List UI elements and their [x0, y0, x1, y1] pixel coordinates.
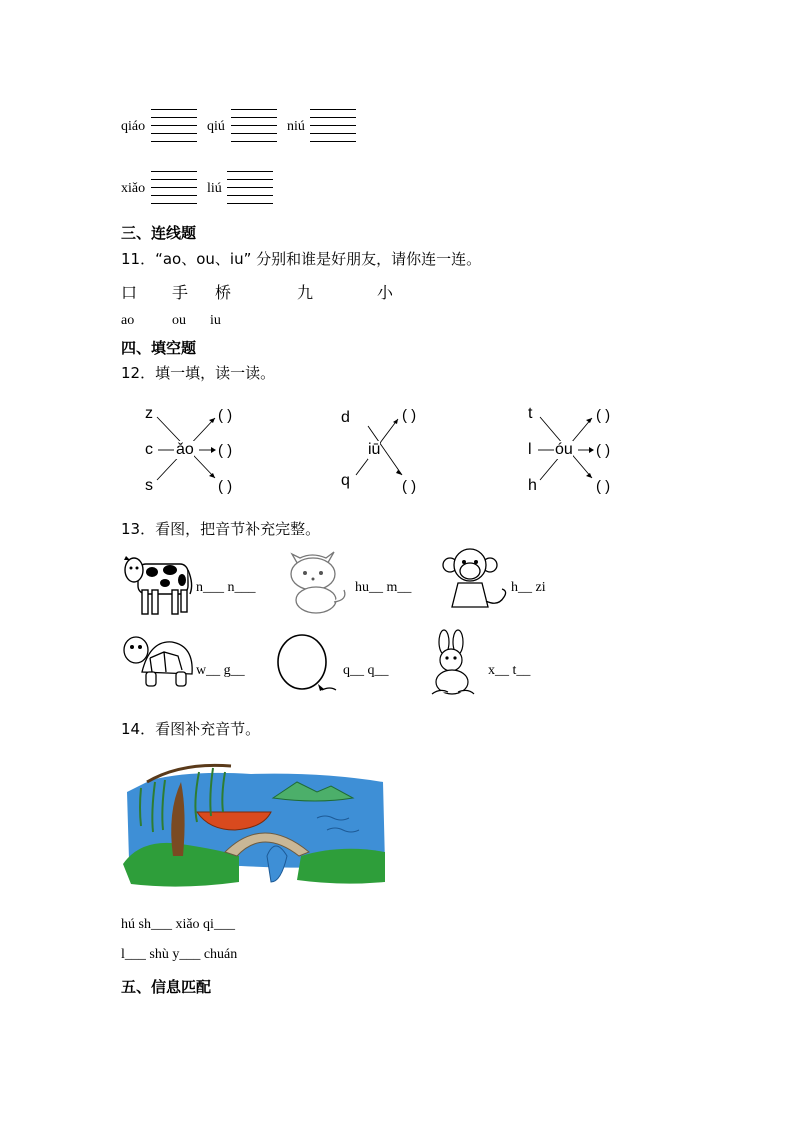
question-14: 14．看图补充音节。: [121, 720, 261, 738]
char-qiao[interactable]: 桥: [215, 283, 232, 302]
initial-t: t: [528, 405, 533, 422]
question-11: 11．“ao、ou、iu” 分别和谁是好朋友，请你连一连。: [121, 250, 482, 268]
answer-blank[interactable]: ( ): [596, 478, 611, 495]
pic-label[interactable]: w__ g__: [196, 663, 245, 678]
pinyin-liu: liú: [207, 181, 222, 196]
pic-label[interactable]: x__ t__: [488, 663, 531, 678]
answer-blank[interactable]: ( ): [218, 478, 233, 495]
initial-h: h: [528, 477, 537, 494]
final-center-iu: iū: [368, 441, 381, 458]
answer-blank[interactable]: ( ): [596, 407, 611, 424]
pinyin-qiu: qiú: [207, 119, 225, 134]
initial-q: q: [341, 472, 350, 489]
answer-blank[interactable]: ( ): [402, 478, 417, 495]
pinyin-xiao: xiǎo: [121, 181, 146, 196]
lake-scene-image: [121, 752, 389, 892]
cow-icon: [120, 550, 194, 620]
pic-label[interactable]: n___ n___: [196, 580, 256, 595]
final-center-ao: ǎo: [176, 441, 194, 458]
question-12: 12．填一填，读一读。: [121, 364, 276, 382]
pic-label[interactable]: h__ zi: [511, 580, 546, 595]
initial-s: s: [145, 477, 153, 494]
initial-c: c: [145, 441, 153, 458]
balloon-icon: [274, 634, 340, 696]
final-ou[interactable]: ou: [172, 313, 186, 328]
initial-z: z: [145, 405, 153, 422]
char-kou[interactable]: 口: [121, 283, 138, 302]
final-center-ou: óu: [555, 441, 573, 458]
turtle-icon: [120, 632, 196, 696]
cat-icon: [282, 546, 352, 616]
final-ao[interactable]: ao: [121, 313, 135, 328]
question-13: 13．看图，把音节补充完整。: [121, 520, 321, 538]
answer-blank[interactable]: ( ): [218, 407, 233, 424]
fill-line-2[interactable]: l___ shù y___ chuán: [121, 947, 238, 962]
char-shou[interactable]: 手: [172, 283, 189, 302]
pinyin-niu: niú: [287, 119, 305, 134]
section-heading-matching-info: 五、信息匹配: [121, 978, 212, 996]
initial-d: d: [341, 409, 350, 426]
pinyin-qiao: qiáo: [121, 119, 146, 134]
pic-label[interactable]: q__ q__: [343, 663, 389, 678]
answer-blank[interactable]: ( ): [596, 442, 611, 459]
char-jiu[interactable]: 九: [297, 283, 314, 302]
section-heading-matching: 三、连线题: [121, 224, 197, 242]
section-heading-fill: 四、填空题: [121, 339, 197, 357]
answer-blank[interactable]: ( ): [218, 442, 233, 459]
final-iu[interactable]: iu: [210, 313, 221, 328]
initial-l: l: [528, 441, 532, 458]
fill-line-1[interactable]: hú sh___ xiǎo qi___: [121, 917, 235, 932]
pic-label[interactable]: hu__ m__: [355, 580, 412, 595]
monkey-icon: [440, 545, 510, 615]
char-xiao[interactable]: 小: [377, 283, 394, 302]
rabbit-icon: [424, 630, 486, 698]
arrow-diagram-1: [0, 0, 794, 520]
answer-blank[interactable]: ( ): [402, 407, 417, 424]
